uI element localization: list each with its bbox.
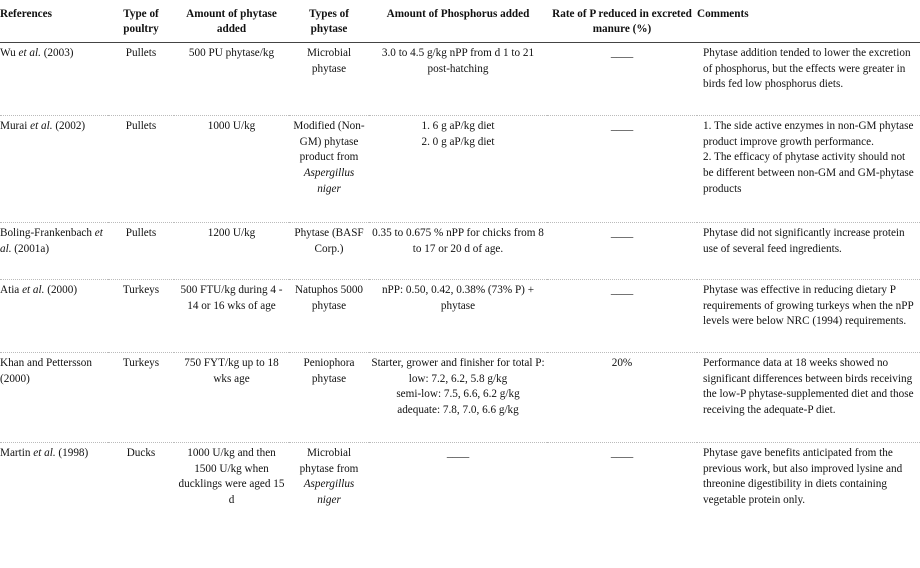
reference-cell bbox=[0, 280, 108, 353]
rate-cell: 20% bbox=[547, 353, 697, 443]
phytase-type-cell: Microbial phytase bbox=[289, 43, 369, 116]
table-header bbox=[0, 3, 920, 43]
reference-cell bbox=[0, 43, 108, 116]
table-row bbox=[0, 223, 920, 280]
header-type-of-poultry: Type of poultry bbox=[108, 3, 174, 43]
header-rate-of-p-reduced: Rate of P reduced in excreted manure (%) bbox=[547, 3, 697, 43]
phytase-type-cell: Peniophora phytase bbox=[289, 353, 369, 443]
comment-cell: Phytase did not significantly increase protein use of several feed ingredients. bbox=[697, 223, 920, 280]
poultry-cell: Pullets bbox=[108, 43, 174, 116]
reference-cell bbox=[0, 116, 108, 223]
reference-et-al: et al. bbox=[0, 227, 103, 255]
phytase-amount-cell: 500 FTU/kg during 4 - 14 or 16 wks of age bbox=[174, 280, 289, 353]
phosphorus-line: low: 7.2, 6.2, 5.8 g/kg bbox=[408, 372, 508, 385]
reference-cell bbox=[0, 223, 108, 280]
comment-cell: Phytase gave benefits anticipated from the previous work, but also improved lysine and threonine digestibility in diets containing vegetable protein only. bbox=[703, 447, 903, 507]
header-references: References bbox=[0, 3, 108, 43]
poultry-cell: Turkeys bbox=[108, 280, 174, 353]
phosphorus-cell: ____ bbox=[446, 447, 470, 459]
phosphorus-cell: 3.0 to 4.5 g/kg nPP from d 1 to 21 post-hatching bbox=[369, 43, 547, 116]
phytase-amount-cell: 1000 U/kg and then 1500 U/kg when ducklings were aged 15 d bbox=[178, 447, 285, 507]
phosphorus-cell: nPP: 0.50, 0.42, 0.38% (73% P) + phytase bbox=[369, 280, 547, 353]
phytase-type-cell: Natuphos 5000 phytase bbox=[289, 280, 369, 353]
phytase-type-text: Modified (Non-GM) phytase product from bbox=[293, 120, 365, 164]
rate-cell: ____ bbox=[547, 43, 697, 116]
comment-cell: Phytase was effective in reducing dietary P requirements of growing turkeys when the nPP levels were below NRC (1994) requirements. bbox=[697, 280, 920, 353]
rate-cell: ____ bbox=[610, 447, 634, 459]
comment-point-2: 2. The efficacy of phytase activity should not be different between non-GM and GM-phytase products bbox=[703, 151, 914, 195]
phytase-amount-cell: 750 FYT/kg up to 18 wks age bbox=[174, 353, 289, 443]
phosphorus-line: 1. 6 g aP/kg diet bbox=[421, 120, 495, 132]
table-row bbox=[0, 43, 920, 116]
rate-cell: ____ bbox=[547, 223, 697, 280]
phosphorus-line: semi-low: 7.5, 6.6, 6.2 g/kg bbox=[396, 388, 520, 401]
table-row bbox=[0, 443, 920, 553]
reference-year: (2002) bbox=[52, 120, 86, 132]
phytase-species: Aspergillus niger bbox=[303, 478, 355, 507]
reference-year: (2003) bbox=[40, 47, 74, 59]
phytase-species: Aspergillus niger bbox=[303, 167, 355, 195]
reference-text: Wu bbox=[0, 47, 19, 59]
phytase-amount-cell: 500 PU phytase/kg bbox=[174, 43, 289, 116]
header-types-of-phytase: Types of phytase bbox=[289, 3, 369, 43]
poultry-cell: Pullets bbox=[108, 223, 174, 280]
phosphorus-cell: 0.35 to 0.675 % nPP for chicks from 8 to 17 or 20 d of age. bbox=[369, 223, 547, 280]
table-row bbox=[0, 280, 920, 353]
phosphorus-line: adequate: 7.8, 7.0, 6.6 g/kg bbox=[397, 404, 519, 417]
poultry-cell: Pullets bbox=[108, 116, 174, 223]
rate-cell: ____ bbox=[547, 280, 697, 353]
reference-year: (2001a) bbox=[11, 242, 50, 255]
reference-cell bbox=[0, 443, 108, 553]
reference-year: (2000) bbox=[44, 284, 78, 296]
phytase-amount-cell: 1200 U/kg bbox=[174, 223, 289, 280]
phytase-studies-table bbox=[0, 3, 920, 553]
phosphorus-cell bbox=[369, 353, 547, 443]
reference-text: Martin bbox=[0, 447, 34, 459]
table-row bbox=[0, 353, 920, 443]
poultry-cell: Ducks bbox=[126, 447, 156, 459]
phytase-type-cell bbox=[289, 116, 369, 223]
reference-text: Khan and Pettersson (2000) bbox=[0, 357, 92, 385]
phytase-type-text: Microbial phytase from bbox=[299, 447, 359, 475]
reference-et-al: et al. bbox=[18, 47, 41, 59]
reference-text: Murai bbox=[0, 120, 31, 132]
rate-cell: ____ bbox=[547, 116, 697, 223]
comment-cell: Phytase addition tended to lower the excretion of phosphorus, but the effects were greater in birds fed low phosphorus diets. bbox=[697, 43, 920, 116]
reference-et-al: et al. bbox=[22, 284, 45, 296]
phosphorus-line: 2. 0 g aP/kg diet bbox=[421, 135, 495, 148]
reference-year: (1998) bbox=[55, 447, 89, 459]
header-comments: Comments bbox=[697, 3, 920, 43]
reference-text: Boling-Frankenbach bbox=[0, 227, 95, 239]
header-amount-of-phytase: Amount of phytase added bbox=[174, 3, 289, 43]
reference-cell bbox=[0, 353, 108, 443]
phytase-amount-cell: 1000 U/kg bbox=[174, 116, 289, 223]
poultry-cell: Turkeys bbox=[108, 353, 174, 443]
header-amount-of-phosphorus: Amount of Phosphorus added bbox=[369, 3, 547, 43]
phosphorus-cell bbox=[369, 116, 547, 223]
comment-cell bbox=[697, 116, 920, 223]
comment-cell: Performance data at 18 weeks showed no significant differences between birds receiving the low-P phytase-supplemented diet and those receiving the adequate-P diet. bbox=[697, 353, 920, 443]
phytase-type-cell bbox=[289, 443, 369, 553]
phytase-type-cell: Phytase (BASF Corp.) bbox=[289, 223, 369, 280]
reference-et-al: et al. bbox=[30, 120, 53, 132]
reference-text: Atia bbox=[0, 284, 23, 296]
reference-et-al: et al. bbox=[33, 447, 56, 459]
comment-point-1: 1. The side active enzymes in non-GM phytase product improve growth performance. bbox=[703, 120, 914, 148]
phosphorus-line: Starter, grower and finisher for total P: bbox=[371, 357, 545, 369]
table-row bbox=[0, 116, 920, 223]
